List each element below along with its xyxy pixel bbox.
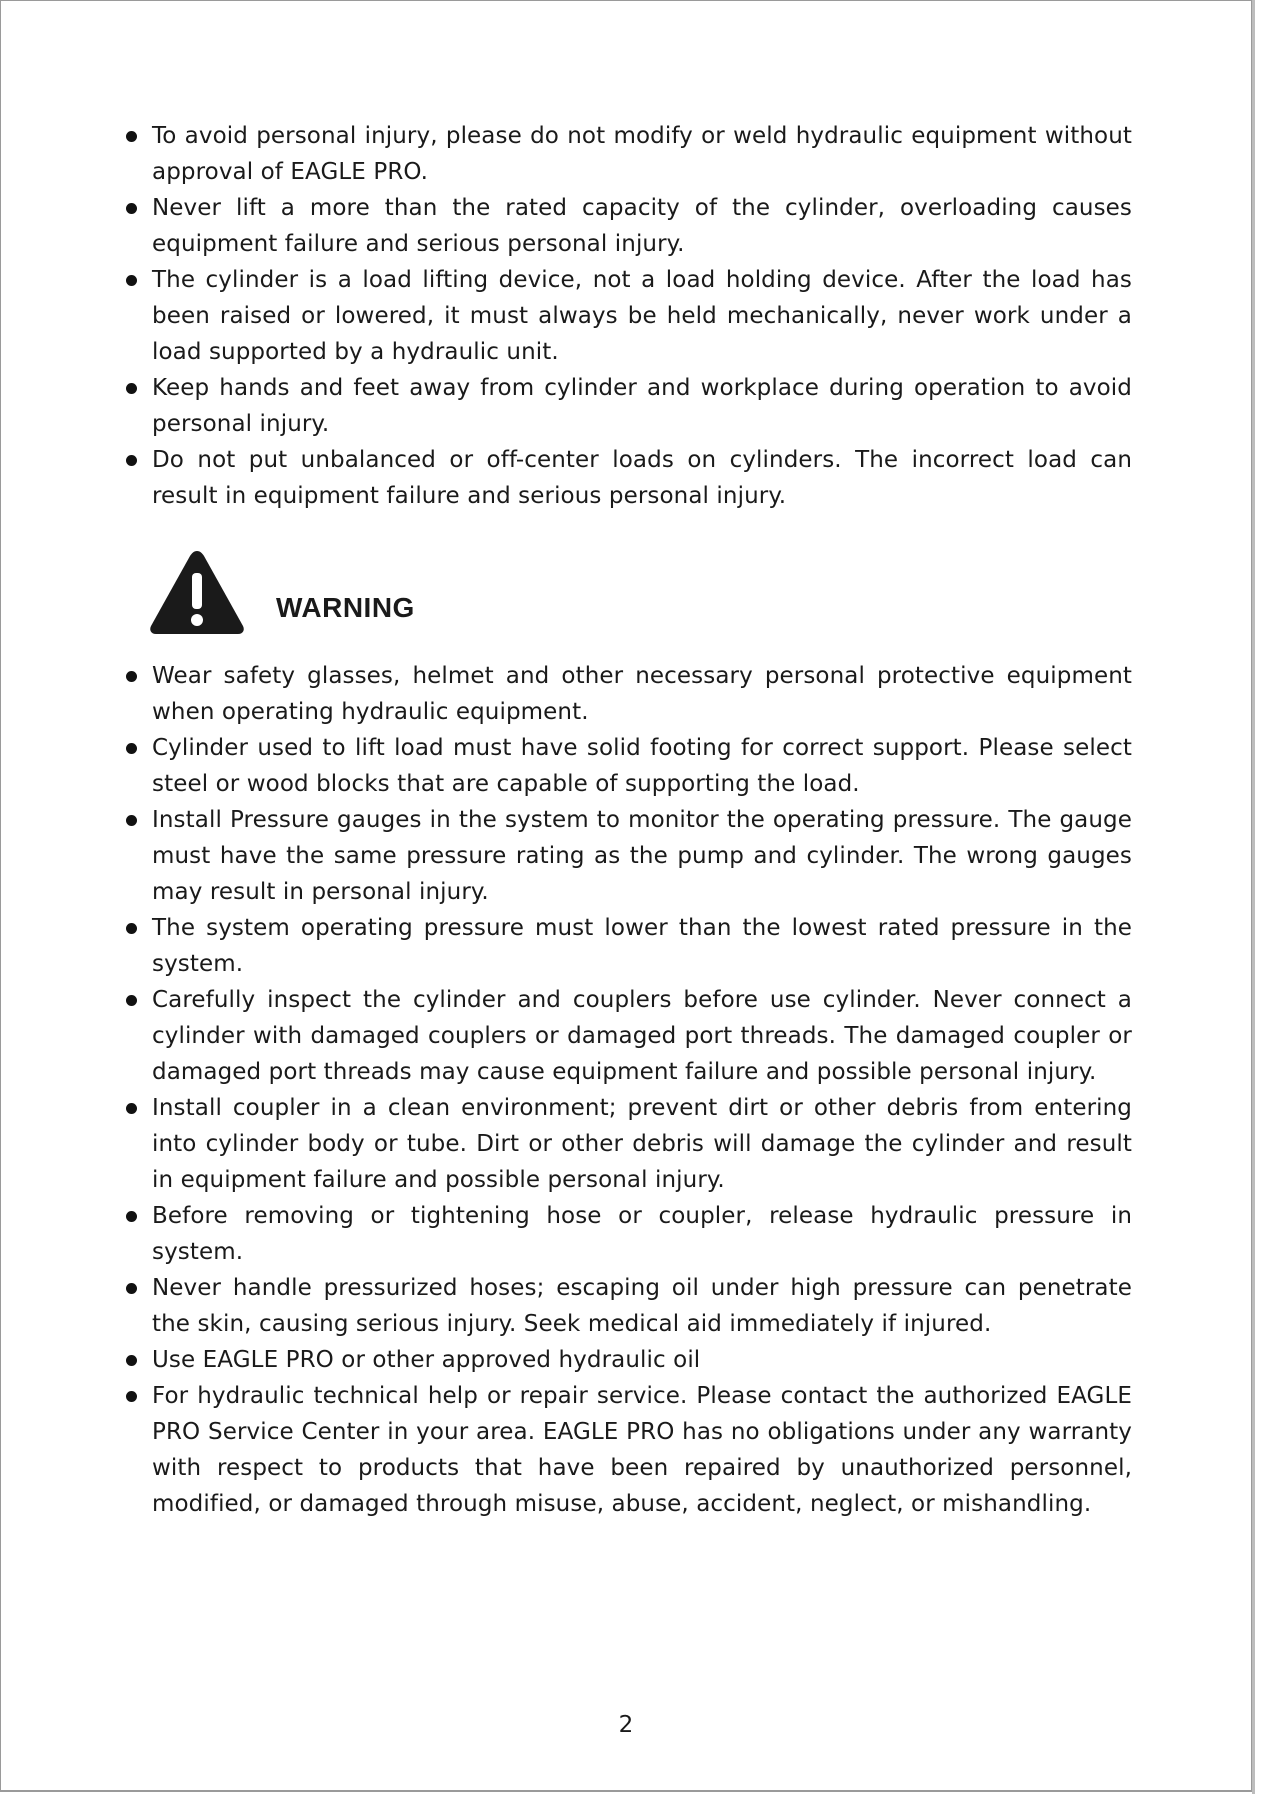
list-item (124, 370, 1132, 442)
bullet-text: Before removing or tightening hose or coupler, release hydraulic pressure in system. (152, 1203, 1132, 1265)
page-number: 2 (618, 1712, 634, 1738)
warning-title: WARNING (276, 592, 415, 623)
bullet-icon (126, 1211, 137, 1222)
bullet-icon (126, 671, 137, 682)
bullet-icon (126, 275, 137, 286)
bullet-icon (126, 815, 137, 826)
bullet-text: Wear safety glasses, helmet and other necessary personal protective equipment when operating hydraulic equipment. (152, 663, 1132, 725)
list-item (124, 982, 1132, 1090)
bullet-icon (126, 743, 137, 754)
bullet-text: Never handle pressurized hoses; escaping oil under high pressure can penetrate the skin, causing serious injury. Seek medical aid immediately if injured. (152, 1275, 1132, 1337)
list-item (124, 910, 1132, 982)
list-item (124, 118, 1132, 190)
bullet-text: Never lift a more than the rated capacity of the cylinder, overloading causes equipment failure and serious personal injury. (152, 195, 1132, 257)
bullet-text: Install coupler in a clean environment; prevent dirt or other debris from entering into cylinder body or tube. Dirt or other debris will damage the cylinder and result in equipment failure and possible personal injury. (152, 1095, 1132, 1193)
bullet-text: For hydraulic technical help or repair service. Please contact the authorized EAGLE PRO Service Center in your area. EAGLE PRO has no obligations under any warranty with respect to products that have been repaired by unauthorized personnel, modified, or damaged through misuse, abuse, accident, neglect, or mishandling. (152, 1383, 1132, 1517)
list-item (124, 1378, 1132, 1522)
bullet-icon (126, 131, 137, 142)
list-item (124, 1090, 1132, 1198)
safety-list-bottom (124, 658, 1132, 1522)
bullet-text: The system operating pressure must lower than the lowest rated pressure in the system. (152, 915, 1132, 977)
bullet-icon (126, 995, 137, 1006)
list-item (124, 730, 1132, 802)
bullet-text: Cylinder used to lift load must have solid footing for correct support. Please select steel or wood blocks that are capable of supporting the load. (152, 735, 1132, 797)
list-item (124, 190, 1132, 262)
bullet-text: Do not put unbalanced or off-center loads on cylinders. The incorrect load can result in equipment failure and serious personal injury. (152, 447, 1132, 509)
bullet-text: Use EAGLE PRO or other approved hydraulic oil (152, 1347, 701, 1373)
bullet-icon (126, 383, 137, 394)
list-item (124, 658, 1132, 730)
bullet-text: Keep hands and feet away from cylinder and workplace during operation to avoid personal injury. (152, 375, 1132, 437)
bullet-text: To avoid personal injury, please do not modify or weld hydraulic equipment without approval of EAGLE PRO. (152, 123, 1132, 185)
bullet-icon (126, 455, 137, 466)
warning-triangle-icon (148, 548, 246, 636)
warning-header (148, 548, 548, 638)
bullet-icon (126, 1283, 137, 1294)
safety-list-top (124, 118, 1132, 514)
bullet-text: Carefully inspect the cylinder and couplers before use cylinder. Never connect a cylinder with damaged couplers or damaged port threads. The damaged coupler or damaged port threads may cause equipment failure and possible personal injury. (152, 987, 1132, 1085)
list-item (124, 262, 1132, 370)
list-item (124, 1198, 1132, 1270)
page-shadow-edge (1252, 0, 1255, 1794)
bullet-icon (126, 203, 137, 214)
bullet-icon (126, 1391, 137, 1402)
list-item (124, 802, 1132, 910)
bullet-text: Install Pressure gauges in the system to monitor the operating pressure. The gauge must have the same pressure rating as the pump and cylinder. The wrong gauges may result in personal injury. (152, 807, 1132, 905)
list-item (124, 1270, 1132, 1342)
bullet-icon (126, 1355, 137, 1366)
list-item (124, 442, 1132, 514)
bullet-text: The cylinder is a load lifting device, not a load holding device. After the load has been raised or lowered, it must always be held mechanically, never work under a load supported by a hydraulic unit. (152, 267, 1132, 365)
list-item (124, 1342, 1132, 1378)
bullet-icon (126, 1103, 137, 1114)
bullet-icon (126, 923, 137, 934)
